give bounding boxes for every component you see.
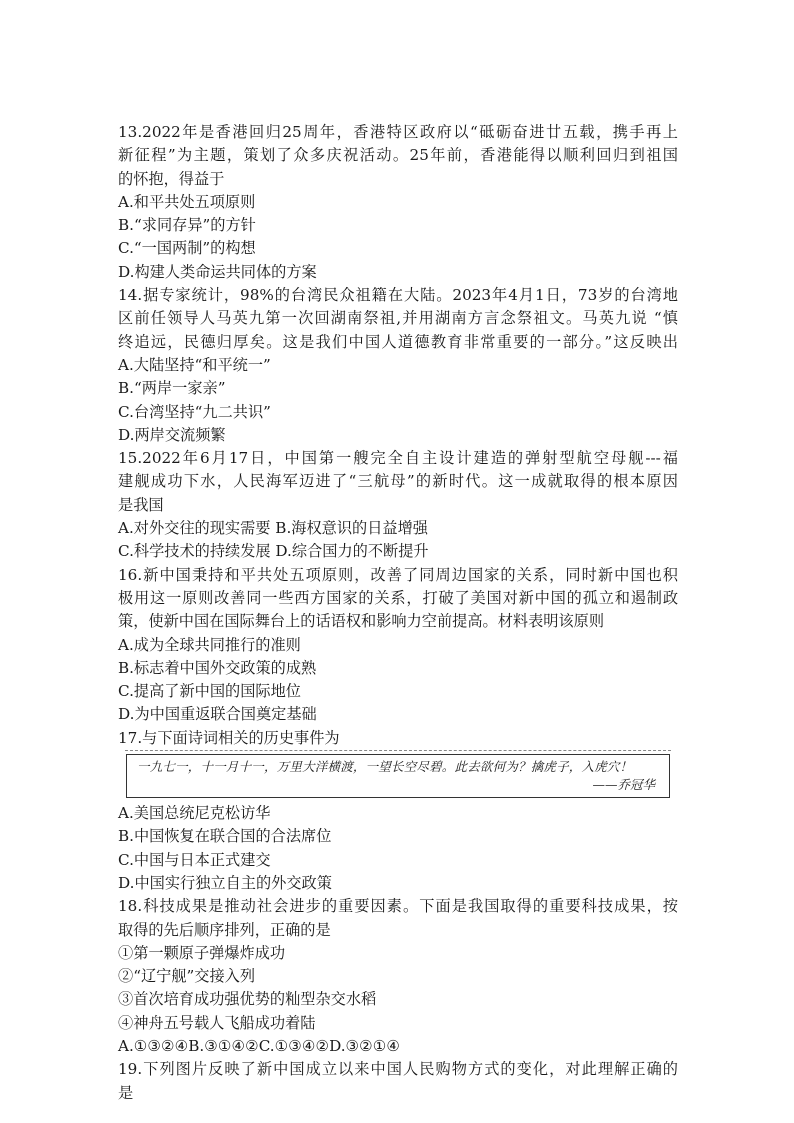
q14-line-2: 区前任领导人马英九第一次回湖南祭祖,并用湖南方言念祭祖文。马英九说 “慎 (118, 309, 678, 328)
q15-options-cd: C.科学技术的持续发展 D.综合国力的不断提升 (118, 542, 429, 561)
q17-option-d: D.中国实行独立自主的外交政策 (118, 873, 332, 892)
q13-option-c: C.“一国两制”的构想 (118, 239, 256, 258)
q13-option-d: D.构建人类命运共同体的方案 (118, 262, 317, 281)
q14-option-c: C.台湾坚持“九二共识” (118, 402, 271, 421)
q13-line-2: 新征程”为主题，策划了众多庆祝活动。25年前，香港能得以顺利回归到祖国 (118, 146, 678, 165)
q18-options: A.①③②④B.③①④②C.①③④②D.③②①④ (118, 1036, 400, 1055)
poem-text: 一九七一，十一月十一，万里大洋横渡，一望长空尽碧。此去欲何为？擒虎子，入虎穴！ (137, 759, 633, 775)
q16-option-c: C.提高了新中国的国际地位 (118, 682, 301, 701)
q13-option-b: B.“求同存异”的方针 (118, 216, 256, 235)
q18-line-1: 18.科技成果是推动社会进步的重要因素。下面是我国取得的重要科技成果，按 (118, 897, 678, 916)
q18-item-2: ②“辽宁舰”交接入列 (118, 967, 256, 986)
q18-line-2: 取得的先后顺序排列，正确的是 (118, 920, 331, 939)
q15-line-3: 是我国 (118, 495, 164, 514)
q18-item-3: ③首次培育成功强优势的籼型杂交水稻 (118, 990, 377, 1009)
q13-line-1: 13.2022年是香港回归25周年，香港特区政府以“砥砺奋进廿五载，携手再上 (118, 123, 678, 141)
q14-option-a: A.大陆坚持“和平统一” (118, 355, 271, 374)
q17-line-1: 17.与下面诗词相关的历史事件为 (118, 728, 340, 747)
q16-option-a: A.成为全球共同推行的准则 (118, 635, 301, 654)
q18-item-4: ④神舟五号载人飞船成功着陆 (118, 1013, 316, 1032)
poem-image-box (126, 754, 670, 798)
q14-line-1: 14.据专家统计，98%的台湾民众祖籍在大陆。2023年4月1日，73岁的台湾地 (118, 286, 678, 305)
q14-option-b: B.“两岸一家亲” (118, 379, 226, 398)
q15-options-ab: A.对外交往的现实需要 B.海权意识的日益增强 (118, 519, 428, 538)
q18-item-1: ①第一颗原子弹爆炸成功 (118, 943, 286, 962)
document-page (118, 121, 678, 1105)
q15-line-2: 建舰成功下水，人民海军迈进了“三航母”的新时代。这一成就取得的根本原因 (118, 472, 678, 491)
q16-line-2: 极用这一原则改善同一些西方国家的关系，打破了美国对新中国的孤立和遏制政 (118, 588, 678, 607)
q16-option-d: D.为中国重返联合国奠定基础 (118, 705, 317, 724)
q16-line-1: 16.新中国秉持和平共处五项原则，改善了同周边国家的关系，同时新中国也积 (118, 565, 678, 584)
q16-option-b: B.标志着中国外交政策的成熟 (118, 658, 317, 677)
q16-line-3: 策，使新中国在国际舞台上的话语权和影响力空前提高。材料表明该原则 (118, 612, 604, 631)
q17-option-a: A.美国总统尼克松访华 (118, 804, 271, 823)
q14-option-d: D.两岸交流频繁 (118, 425, 226, 444)
q17-option-b: B.中国恢复在联合国的合法席位 (118, 827, 332, 846)
q13-line-3: 的怀抱，得益于 (118, 169, 225, 188)
poem-author: ——乔冠华 (592, 777, 655, 793)
q13-option-a: A.和平共处五项原则 (118, 192, 256, 211)
q19-line-2: 是 (118, 1083, 134, 1102)
q19-line-1: 19.下列图片反映了新中国成立以来中国人民购物方式的变化，对此理解正确的 (118, 1060, 678, 1079)
q14-line-3: 终追远，民德归厚矣。这是我们中国人道德教育非常重要的一部分。”这反映出 (118, 332, 678, 351)
q15-line-1: 15.2022年6月17日，中国第一艘完全自主设计建造的弹射型航空母舰---福 (118, 449, 678, 468)
q17-option-c: C.中国与日本正式建交 (118, 850, 271, 869)
